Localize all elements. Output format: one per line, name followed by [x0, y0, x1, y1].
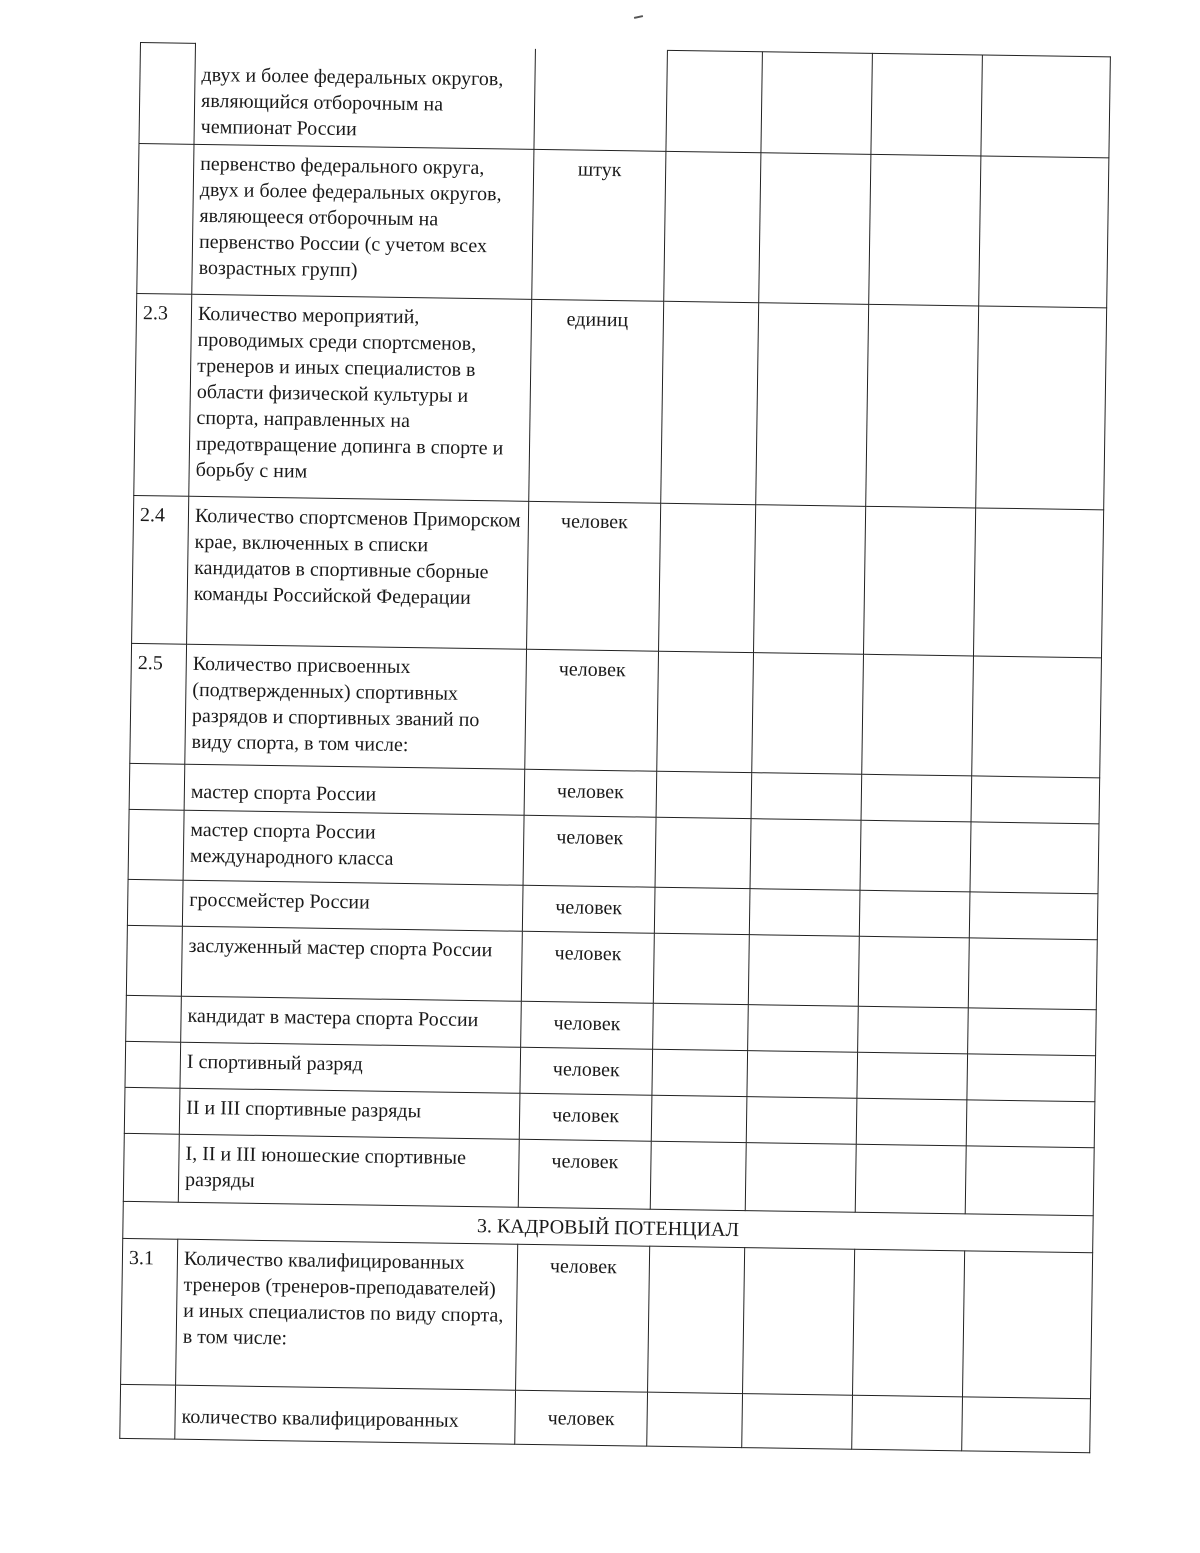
- value-cell: [871, 53, 982, 155]
- value-cell: [751, 772, 862, 820]
- row-unit: человек: [515, 1390, 648, 1446]
- section-title: 3. КАДРОВЫЙ ПОТЕНЦИАЛ: [123, 1201, 1093, 1252]
- row-number: [128, 809, 184, 880]
- row-description: мастер спорта России: [184, 764, 525, 815]
- value-cell: [748, 1004, 859, 1052]
- value-cell: [962, 1250, 1092, 1398]
- value-cell: [754, 504, 866, 654]
- value-cell: [651, 1095, 747, 1142]
- table-row: [137, 143, 1109, 307]
- value-cell: [979, 155, 1109, 307]
- value-cell: [659, 503, 756, 652]
- value-cell: [968, 937, 1097, 1009]
- value-cell: [969, 891, 1098, 939]
- value-cell: [972, 655, 1102, 777]
- value-cell: [858, 1006, 969, 1054]
- row-description: Количество присвоенных (подтвержденных) спортивных разрядов и спортивных званий по виду спорта, в том числе:: [185, 644, 527, 769]
- value-cell: [852, 1395, 963, 1451]
- row-number: [137, 143, 194, 294]
- row-description: I спортивный разряд: [180, 1042, 521, 1093]
- row-unit: человек: [524, 769, 657, 817]
- value-cell: [761, 52, 872, 154]
- value-cell: [653, 933, 749, 1004]
- value-cell: [746, 1096, 857, 1144]
- row-number: [120, 1384, 176, 1439]
- value-cell: [661, 301, 759, 504]
- row-unit: человек: [523, 815, 656, 887]
- row-description: II и III спортивные разряды: [179, 1088, 520, 1139]
- row-unit: человек: [519, 1093, 652, 1141]
- value-cell: [666, 50, 762, 152]
- row-number: 2.5: [130, 643, 187, 764]
- value-cell: [856, 1098, 967, 1146]
- row-description: I, II и III юношеские спортивные разряды: [178, 1134, 519, 1207]
- row-description: кандидат в мастера спорта России: [181, 996, 522, 1047]
- value-cell: [966, 1099, 1095, 1147]
- value-cell: [981, 55, 1110, 157]
- value-cell: [664, 151, 761, 302]
- row-number: 2.3: [134, 293, 192, 496]
- row-number: [126, 925, 182, 996]
- row-unit: человек: [521, 1001, 654, 1049]
- row-unit: человек: [520, 1047, 653, 1095]
- value-cell: [743, 1247, 855, 1395]
- table-row: [132, 495, 1104, 657]
- row-description: Количество квалифицированных тренеров (тренеров-преподавателей) и иных специалистов по виду спорта, в том числе:: [176, 1239, 518, 1390]
- row-unit: [534, 48, 667, 150]
- value-cell: [855, 1144, 966, 1214]
- value-cell: [965, 1145, 1094, 1215]
- value-cell: [859, 890, 970, 938]
- row-description: Количество спортсменов Приморском крае, включенных в списки кандидатов в спортивные сборные команды Российской Федерации: [187, 496, 529, 649]
- row-description: Количество мероприятий, проводимых среди спортсменов, тренеров и иных специалистов в области физической культуры и спорта, направленных на предотвращение допинга в спорте и борьбу с ним: [189, 294, 532, 501]
- row-description: мастер спорта России международного класса: [183, 810, 524, 885]
- value-cell: [968, 1007, 1097, 1055]
- value-cell: [759, 152, 871, 304]
- value-cell: [655, 817, 751, 888]
- value-cell: [962, 1396, 1091, 1452]
- value-cell: [869, 154, 981, 306]
- row-number: 3.1: [121, 1238, 178, 1385]
- value-cell: [973, 507, 1103, 657]
- value-cell: [967, 1053, 1096, 1101]
- row-number: 2.4: [132, 495, 189, 644]
- value-cell: [860, 820, 971, 892]
- value-cell: [648, 1246, 745, 1393]
- value-cell: [976, 305, 1107, 509]
- value-cell: [745, 1142, 856, 1212]
- value-cell: [862, 654, 974, 776]
- value-cell: [750, 818, 861, 890]
- value-cell: [853, 1249, 965, 1397]
- table-row: [130, 643, 1102, 777]
- row-number: [123, 1133, 179, 1202]
- row-unit: человек: [525, 649, 659, 771]
- value-cell: [647, 1392, 743, 1447]
- row-description: заслуженный мастер спорта России: [181, 926, 522, 1001]
- value-cell: [748, 934, 859, 1006]
- row-number: [125, 1041, 181, 1088]
- table-row: [121, 1238, 1093, 1398]
- row-number: [127, 879, 183, 926]
- row-unit: единиц: [529, 299, 664, 503]
- row-number: [126, 995, 182, 1042]
- table-row: [139, 43, 1110, 158]
- row-unit: человек: [521, 931, 654, 1003]
- value-cell: [749, 888, 860, 936]
- row-description: первенство федерального округа, двух и более федеральных округов, являющееся отборочным на первенство России (с учетом всех возрастных групп): [192, 144, 534, 299]
- value-cell: [752, 652, 864, 774]
- scan-speck: [634, 15, 643, 19]
- value-cell: [971, 775, 1100, 823]
- row-number: [139, 43, 195, 144]
- value-cell: [970, 821, 1099, 893]
- row-number: [124, 1087, 180, 1134]
- value-cell: [656, 771, 752, 818]
- value-cell: [653, 1003, 749, 1050]
- value-cell: [866, 304, 979, 508]
- row-description: гроссмейстер России: [182, 880, 523, 931]
- value-cell: [864, 506, 976, 656]
- table-row: [134, 293, 1107, 509]
- row-number: [129, 763, 185, 810]
- value-cell: [654, 887, 750, 934]
- indicators-table: [119, 42, 1111, 1453]
- value-cell: [747, 1050, 858, 1098]
- row-description: двух и более федеральных округов, являющийся отборочным на чемпионат России: [194, 43, 535, 149]
- row-unit: человек: [518, 1139, 651, 1209]
- value-cell: [650, 1141, 746, 1210]
- row-unit: человек: [522, 885, 655, 933]
- value-cell: [657, 651, 754, 772]
- value-cell: [861, 774, 972, 822]
- row-unit: человек: [527, 501, 661, 651]
- value-cell: [858, 936, 969, 1008]
- value-cell: [857, 1052, 968, 1100]
- value-cell: [652, 1049, 748, 1096]
- value-cell: [742, 1393, 853, 1449]
- row-unit: человек: [516, 1244, 650, 1392]
- row-description: количество квалифицированных: [175, 1385, 516, 1444]
- row-unit: штук: [532, 149, 666, 301]
- value-cell: [756, 302, 869, 506]
